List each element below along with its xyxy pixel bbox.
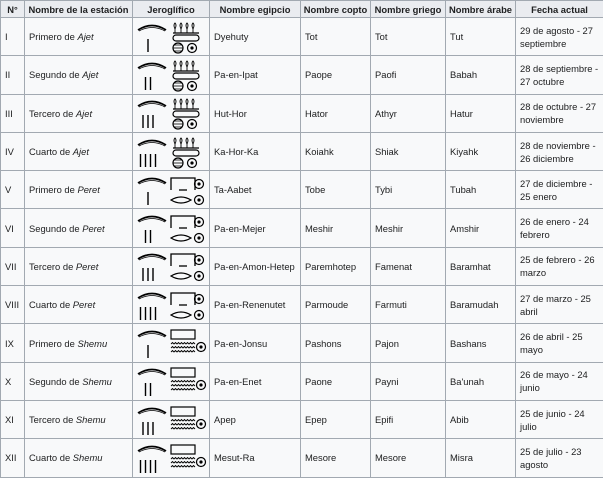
cell-coptic-name: Epep <box>301 400 371 438</box>
station-ordinal: Primero de <box>29 31 75 43</box>
cell-arabic-name: Ba'unah <box>446 362 516 400</box>
cell-coptic-name: Tobe <box>301 171 371 209</box>
cell-current-date: 29 de agosto - 27 septiembre <box>516 18 603 56</box>
table-row <box>1 18 603 56</box>
cell-arabic-name: Hatur <box>446 94 516 132</box>
cell-coptic-name: Paope <box>301 56 371 94</box>
cell-greek-name: Tybi <box>371 171 446 209</box>
cell-egyptian-name: Pa-en-Amon-Hetep <box>210 247 301 285</box>
cell-greek-name: Mesore <box>371 439 446 477</box>
cell-num: II <box>1 56 25 94</box>
cell-greek-name: Shiak <box>371 132 446 170</box>
cell-station <box>25 171 133 209</box>
shemu-month-4-hieroglyph <box>135 440 207 476</box>
cell-glyph <box>133 132 210 170</box>
header-glyph[interactable]: Jeroglífico <box>133 1 210 18</box>
station-ordinal: Cuarto de <box>29 452 71 464</box>
cell-station <box>25 324 133 362</box>
cell-current-date: 27 de marzo - 25 abril <box>516 286 603 324</box>
cell-egyptian-name: Hut-Hor <box>210 94 301 132</box>
cell-current-date: 25 de julio - 23 agosto <box>516 439 603 477</box>
cell-num: XI <box>1 400 25 438</box>
cell-current-date: 28 de noviembre - 26 diciembre <box>516 132 603 170</box>
station-ordinal: Tercero de <box>29 414 74 426</box>
cell-arabic-name: Tut <box>446 18 516 56</box>
cell-glyph <box>133 18 210 56</box>
cell-greek-name: Paofi <box>371 56 446 94</box>
cell-num: IX <box>1 324 25 362</box>
cell-greek-name: Payni <box>371 362 446 400</box>
cell-egyptian-name: Ta-Aabet <box>210 171 301 209</box>
cell-station <box>25 56 133 94</box>
header-egyptian[interactable]: Nombre egipcio <box>210 1 301 18</box>
station-season[interactable]: Peret <box>82 222 105 234</box>
station-season[interactable]: Shemu <box>75 414 106 426</box>
cell-glyph <box>133 171 210 209</box>
header-greek[interactable]: Nombre griego <box>371 1 446 18</box>
cell-arabic-name: Kiyahk <box>446 132 516 170</box>
cell-egyptian-name: Dyehuty <box>210 18 301 56</box>
cell-arabic-name: Misra <box>446 439 516 477</box>
cell-glyph <box>133 439 210 477</box>
akhet-month-1-hieroglyph <box>135 19 207 55</box>
cell-station <box>25 132 133 170</box>
shemu-month-1-hieroglyph <box>135 325 207 361</box>
cell-coptic-name: Tot <box>301 18 371 56</box>
cell-glyph <box>133 94 210 132</box>
header-station[interactable]: Nombre de la estación <box>25 1 133 18</box>
station-ordinal: Tercero de <box>29 260 74 272</box>
station-season[interactable]: Shemu <box>72 452 103 464</box>
akhet-month-4-hieroglyph <box>135 134 207 170</box>
cell-current-date: 26 de enero - 24 febrero <box>516 209 603 247</box>
cell-arabic-name: Amshir <box>446 209 516 247</box>
cell-num: V <box>1 171 25 209</box>
station-season[interactable]: Ajet <box>75 107 93 119</box>
table-row <box>1 94 603 132</box>
station-season[interactable]: Ajet <box>82 69 99 81</box>
station-season[interactable]: Shemu <box>77 337 108 349</box>
cell-coptic-name: Koiahk <box>301 132 371 170</box>
peret-month-1-hieroglyph <box>135 172 207 208</box>
cell-current-date: 28 de septiembre - 27 octubre <box>516 56 603 94</box>
cell-egyptian-name: Pa-en-Jonsu <box>210 324 301 362</box>
cell-current-date: 26 de abril - 25 mayo <box>516 324 603 362</box>
cell-station <box>25 400 133 438</box>
table-row <box>1 324 603 362</box>
header-coptic[interactable]: Nombre copto <box>301 1 371 18</box>
cell-arabic-name: Baramhat <box>446 247 516 285</box>
cell-num: III <box>1 94 25 132</box>
cell-num: I <box>1 18 25 56</box>
header-num[interactable]: N° <box>1 1 25 18</box>
station-ordinal: Tercero de <box>29 107 74 119</box>
cell-station <box>25 18 133 56</box>
akhet-month-3-hieroglyph <box>135 95 207 131</box>
cell-greek-name: Meshir <box>371 209 446 247</box>
header-row <box>1 1 603 18</box>
cell-station <box>25 286 133 324</box>
cell-glyph <box>133 362 210 400</box>
table-row <box>1 400 603 438</box>
station-season[interactable]: Ajet <box>77 31 94 43</box>
station-ordinal: Segundo de <box>29 222 80 234</box>
cell-coptic-name: Meshir <box>301 209 371 247</box>
cell-glyph <box>133 209 210 247</box>
cell-arabic-name: Tubah <box>446 171 516 209</box>
station-ordinal: Cuarto de <box>29 299 71 311</box>
cell-glyph <box>133 247 210 285</box>
cell-num: XII <box>1 439 25 477</box>
cell-coptic-name: Mesore <box>301 439 371 477</box>
table-row <box>1 209 603 247</box>
cell-current-date: 28 de octubre - 27 noviembre <box>516 94 603 132</box>
cell-coptic-name: Parmoude <box>301 286 371 324</box>
shemu-month-3-hieroglyph <box>135 402 207 438</box>
cell-coptic-name: Pashons <box>301 324 371 362</box>
cell-greek-name: Famenat <box>371 247 446 285</box>
cell-greek-name: Pajon <box>371 324 446 362</box>
cell-egyptian-name: Pa-en-Renenutet <box>210 286 301 324</box>
cell-greek-name: Epifi <box>371 400 446 438</box>
cell-coptic-name: Paone <box>301 362 371 400</box>
table-row <box>1 439 603 477</box>
station-season[interactable]: Peret <box>75 260 99 272</box>
cell-greek-name: Tot <box>371 18 446 56</box>
cell-station <box>25 209 133 247</box>
cell-station <box>25 439 133 477</box>
cell-station <box>25 247 133 285</box>
peret-month-3-hieroglyph <box>135 248 207 284</box>
table-row <box>1 171 603 209</box>
cell-num: X <box>1 362 25 400</box>
cell-greek-name: Farmuti <box>371 286 446 324</box>
peret-month-4-hieroglyph <box>135 287 207 323</box>
station-ordinal: Primero de <box>29 337 75 349</box>
cell-num: VII <box>1 247 25 285</box>
peret-month-2-hieroglyph <box>135 210 207 246</box>
table-row <box>1 286 603 324</box>
station-ordinal: Segundo de <box>29 375 80 387</box>
table-row <box>1 362 603 400</box>
cell-current-date: 27 de diciembre - 25 enero <box>516 171 603 209</box>
cell-egyptian-name: Pa-en-Ipat <box>210 56 301 94</box>
cell-coptic-name: Paremhotep <box>301 247 371 285</box>
table-row <box>1 132 603 170</box>
station-season[interactable]: Peret <box>72 299 96 311</box>
table-row <box>1 247 603 285</box>
cell-greek-name: Athyr <box>371 94 446 132</box>
cell-glyph <box>133 286 210 324</box>
cell-coptic-name: Hator <box>301 94 371 132</box>
cell-egyptian-name: Pa-en-Mejer <box>210 209 301 247</box>
station-season[interactable]: Ajet <box>72 146 89 158</box>
akhet-month-2-hieroglyph <box>135 57 207 93</box>
shemu-month-2-hieroglyph <box>135 363 207 399</box>
cell-current-date: 25 de febrero - 26 marzo <box>516 247 603 285</box>
header-date[interactable]: Fecha actual <box>516 1 603 18</box>
cell-egyptian-name: Pa-en-Enet <box>210 362 301 400</box>
cell-glyph <box>133 324 210 362</box>
cell-arabic-name: Bashans <box>446 324 516 362</box>
cell-station <box>25 94 133 132</box>
cell-num: VIII <box>1 286 25 324</box>
table-row <box>1 56 603 94</box>
cell-glyph <box>133 400 210 438</box>
header-arabic[interactable]: Nombre árabe <box>446 1 516 18</box>
cell-current-date: 25 de junio - 24 julio <box>516 400 603 438</box>
cell-num: IV <box>1 132 25 170</box>
station-ordinal: Segundo de <box>29 69 80 81</box>
station-ordinal: Cuarto de <box>29 146 71 158</box>
cell-egyptian-name: Mesut-Ra <box>210 439 301 477</box>
station-season[interactable]: Shemu <box>82 375 112 387</box>
cell-arabic-name: Babah <box>446 56 516 94</box>
cell-arabic-name: Baramudah <box>446 286 516 324</box>
station-ordinal: Primero de <box>29 184 75 196</box>
cell-arabic-name: Abib <box>446 400 516 438</box>
cell-num: VI <box>1 209 25 247</box>
cell-current-date: 26 de mayo - 24 junio <box>516 362 603 400</box>
cell-egyptian-name: Apep <box>210 400 301 438</box>
cell-glyph <box>133 56 210 94</box>
cell-station <box>25 362 133 400</box>
cell-egyptian-name: Ka-Hor-Ka <box>210 132 301 170</box>
station-season[interactable]: Peret <box>77 184 100 196</box>
